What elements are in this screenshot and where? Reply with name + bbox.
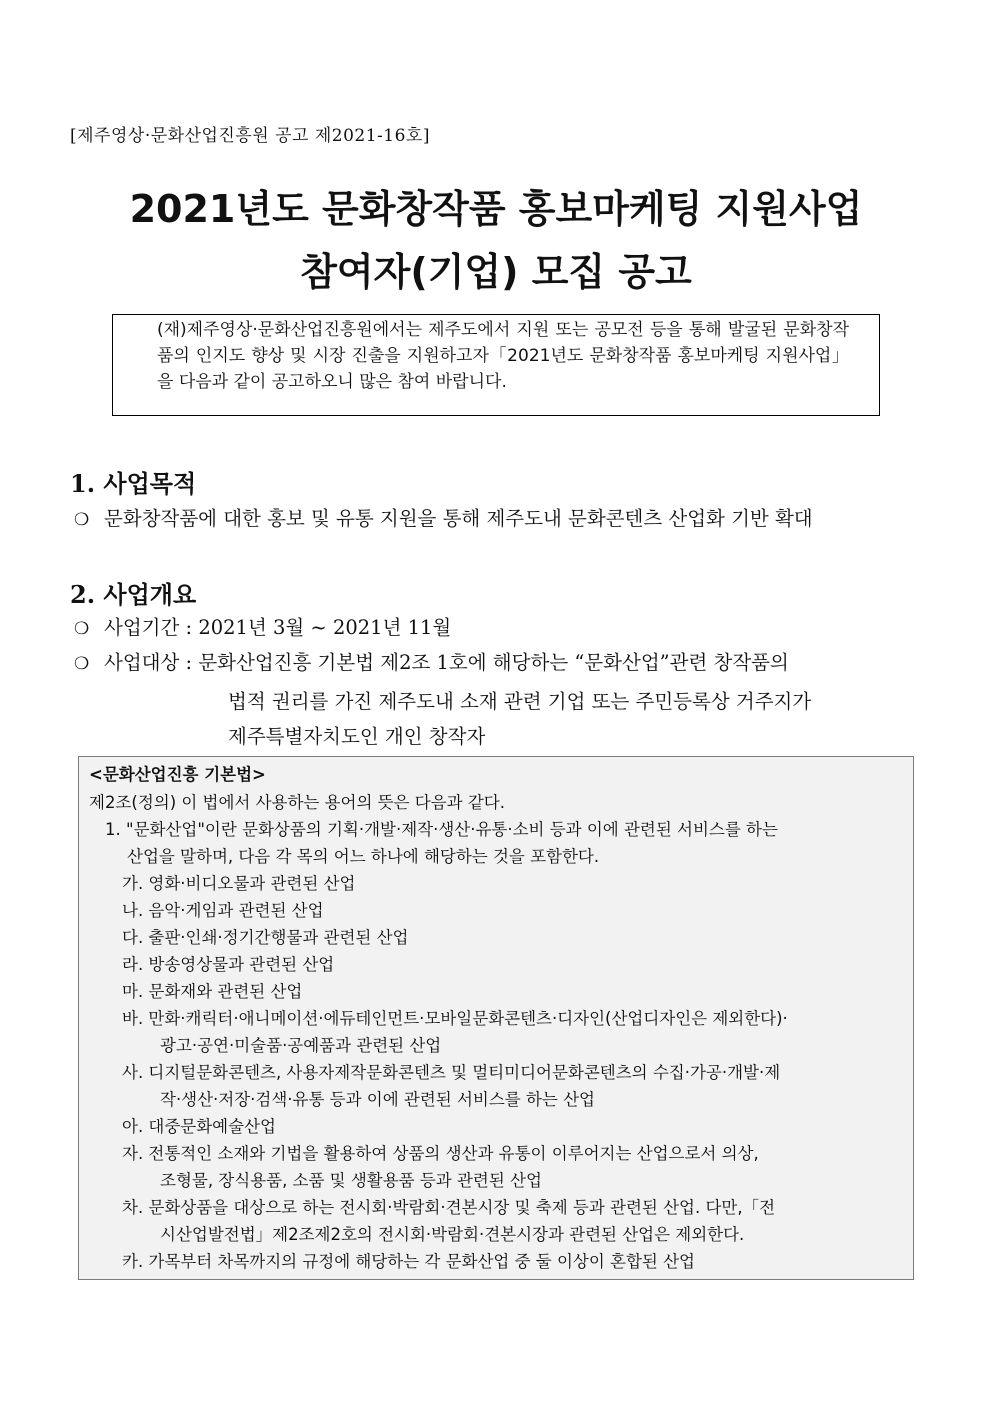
law-excerpt-box	[78, 756, 914, 1280]
law-sub-item: 사. 디지털문화콘텐츠, 사용자제작문화콘텐츠 및 멀티미디어문화콘텐츠의 수집·가공·개발·제	[122, 1063, 781, 1082]
law-sub-item-cont: 조형물, 장식용품, 소품 및 생활용품 등과 관련된 산업	[160, 1171, 542, 1190]
target-text-line1: 사업대상 : 문화산업진흥 기본법 제2조 1호에 해당하는 “문화산업”관련 창작품의	[104, 651, 789, 674]
section1-heading: 1. 사업목적	[70, 469, 197, 498]
law-item1-line2: 산업을 말하며, 다음 각 목의 어느 하나에 해당하는 것을 포함한다.	[127, 847, 600, 866]
law-item1-line1: 1. "문화산업"이란 문화상품의 기획·개발·제작·생산·유통·소비 등과 이에 관련된 서비스를 하는	[105, 820, 778, 839]
notice-number: [제주영상·문화산업진흥원 공고 제2021-16호]	[70, 126, 430, 146]
target-item	[74, 651, 789, 676]
bullet-icon: ❍	[74, 619, 90, 639]
purpose-text: 문화창작품에 대한 홍보 및 유통 지원을 통해 제주도내 문화콘텐츠 산업화 기반 확대	[104, 507, 813, 530]
law-sub-item: 바. 만화·캐릭터·애니메이션·에듀테인먼트·모바일문화콘텐츠·디자인(산업디자인은 제외한다)·	[122, 1009, 788, 1028]
law-sub-item: 아. 대중문화예술산업	[122, 1117, 276, 1136]
law-sub-item: 나. 음악·게임과 관련된 산업	[122, 901, 324, 920]
intro-box	[112, 314, 880, 416]
law-sub-item-cont: 작·생산·저장·검색·유통 등과 이에 관련된 서비스를 하는 산업	[160, 1090, 595, 1109]
purpose-item	[74, 507, 813, 532]
bullet-icon: ❍	[74, 510, 90, 530]
bullet-icon: ❍	[74, 654, 90, 674]
law-sub-item: 카. 가목부터 차목까지의 규정에 해당하는 각 문화산업 중 둘 이상이 혼합된 산업	[122, 1252, 695, 1271]
page-title-line1: 2021년도 문화창작품 홍보마케팅 지원사업	[129, 187, 863, 231]
law-title: <문화산업진흥 기본법>	[89, 765, 266, 784]
period-text: 사업기간 : 2021년 3월 ~ 2021년 11월	[104, 616, 452, 639]
period-item	[74, 616, 451, 641]
law-sub-item: 다. 출판·인쇄·정기간행물과 관련된 산업	[122, 928, 409, 947]
target-text-line2: 법적 권리를 가진 제주도내 소재 관련 기업 또는 주민등록상 거주지가	[228, 690, 812, 713]
law-sub-item: 자. 전통적인 소재와 기법을 활용하여 상품의 생산과 유통이 이루어지는 산업으로서 의상,	[122, 1144, 759, 1163]
intro-text: (재)제주영상·문화산업진흥원에서는 제주도에서 지원 또는 공모전 등을 통해 발굴된 문화창작품의 인지도 향상 및 시장 진출을 지원하고자「2021년도 문화창작품 홍보마케팅 지원사업」을 다음과 같이 공고하오니 많은 참여 바랍니다.	[157, 320, 849, 392]
page-title-line2: 참여자(기업) 모집 공고	[300, 250, 692, 294]
law-sub-item: 가. 영화·비디오물과 관련된 산업	[122, 874, 356, 893]
law-sub-item-cont: 광고·공연·미술품·공예품과 관련된 산업	[160, 1036, 442, 1055]
law-sub-item: 마. 문화재와 관련된 산업	[122, 982, 303, 1001]
section2-heading: 2. 사업개요	[70, 580, 197, 609]
law-article: 제2조(정의) 이 법에서 사용하는 용어의 뜻은 다음과 같다.	[89, 793, 505, 812]
law-sub-item-cont: 시산업발전법」제2조제2호의 전시회·박람회·견본시장과 관련된 산업은 제외한다.	[160, 1225, 745, 1244]
law-sub-item: 차. 문화상품을 대상으로 하는 전시회·박람회·견본시장 및 축제 등과 관련된 산업. 다만,「전	[122, 1198, 776, 1217]
law-sub-item: 라. 방송영상물과 관련된 산업	[122, 955, 335, 974]
target-text-line3: 제주특별자치도인 개인 창작자	[228, 725, 486, 748]
